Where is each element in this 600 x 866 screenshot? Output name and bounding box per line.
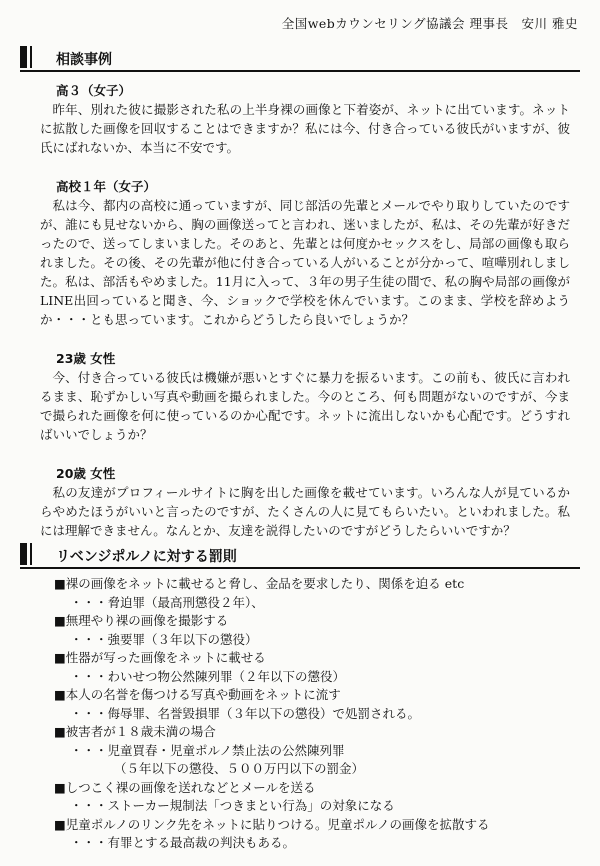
penalty-act: ■本人の名誉を傷つける写真や動画をネットに流す — [54, 687, 341, 702]
penalty-item — [54, 686, 574, 723]
penalties-title: リベンジポルノに対する罰則 — [56, 549, 237, 565]
penalty-law: ・・・わいせつ物公然陳列罪（２年以下の懲役） — [70, 668, 346, 684]
penalty-law: ・・・侮辱罪、名誉毀損罪（３年以下の懲役）で処罰される。 — [70, 705, 421, 721]
penalty-item — [54, 612, 574, 649]
case-title: 20歳 女性 — [56, 466, 116, 481]
penalty-act: ■しつこく裸の画像を送れなどとメールを送る — [54, 779, 316, 795]
penalty-item — [54, 779, 574, 816]
case-item — [40, 82, 570, 157]
consultation-cases — [40, 82, 570, 561]
penalty-item — [54, 816, 574, 853]
penalty-law: ・・・脅迫罪（最高刑懲役２年）、 — [70, 594, 264, 610]
case-body: 昨年、別れた彼に撮影された私の上半身裸の画像と下着姿が、ネットに出ています。ネットに拡散した画像を回収することはできますか？私には今、付き合っている彼氏がいますが、彼氏にばれないか、本当に不安です。 — [40, 102, 570, 155]
penalty-law-detail: （５年以下の懲役、５００万円以下の罰金） — [114, 761, 365, 776]
case-body: 私の友達がプロフィールサイトに胸を出した画像を載せています。いろんな人が見ているからやめたほうがいいと言ったのですが、たくさんの人に見てもらいたい。といわれました。私には理解できません。なんとか、友達を説得したいのですがどうしたらいいですか？ — [40, 485, 570, 538]
penalty-act: ■被害者が１８歳未満の場合 — [54, 724, 216, 739]
heading-bar-thin-icon — [30, 46, 32, 68]
case-title: 高３（女子） — [56, 83, 132, 98]
case-body: 今、付き合っている彼氏は機嫌が悪いとすぐに暴力を振るいます。この前も、彼氏に言われるまま、恥ずかしい写真や動画を撮られました。今のところ、何も問題がないのですが、今まで撮られた画像を何に使っているのか心配です。ネットに流出しないかも心配です。どうすればいいでしょうか？ — [40, 370, 570, 442]
penalty-act: ■性器が写った画像をネットに載せる — [54, 650, 266, 665]
case-title: 高校１年（女子） — [56, 179, 157, 194]
penalty-act: ■裸の画像をネットに載せると脅し、金品を要求したり、関係を迫る etc — [54, 576, 465, 591]
penalty-law: ・・・ストーカー規制法「つきまとい行為」の対象になる — [70, 798, 395, 813]
penalty-item — [54, 649, 574, 686]
penalty-item — [54, 575, 574, 612]
penalty-item — [54, 723, 574, 779]
penalty-law: ・・・児童買春・児童ポルノ禁止法の公然陳列罪 — [70, 742, 345, 758]
case-item — [40, 350, 570, 444]
heading-bar-icon — [20, 543, 27, 565]
penalty-act: ■児童ポルノのリンク先をネットに貼りつける。児童ポルノの画像を拡散する — [54, 816, 490, 832]
penalty-law: ・・・強要罪（３年以下の懲役） — [70, 631, 258, 647]
case-item — [40, 178, 570, 329]
consultation-section-heading — [20, 40, 580, 72]
case-title: 23歳 女性 — [56, 351, 116, 366]
penalty-act: ■無理やり裸の画像を撮影する — [54, 613, 229, 628]
case-item — [40, 465, 570, 540]
consultation-title: 相談事例 — [56, 52, 112, 68]
penalties-list — [54, 575, 574, 853]
case-body: 私は今、都内の高校に通っていますが、同じ部活の先輩とメールでやり取りしていたのですが、誰にも見せないから、胸の画像送ってと言われ、迷いましたが、私は、その先輩が好きだったので、送ってしまいました。そのあと、先輩とは何度かセックスをし、局部の画像も取られました。その後、その先輩が他に付き合っている人がいることが分かって、喧嘩別れしました。私は、部活もやめました。11月に入って、３年の男子生徒の間で、私の胸や局部の画像がLINE出回っていると聞き、今、ショックで学校を休んでいます。このまま、学校を辞めようか・・・とも思っています。これからどうしたら良いでしょうか？ — [40, 198, 570, 327]
heading-bar-icon — [20, 46, 27, 68]
penalties-section-heading — [20, 537, 580, 569]
penalty-law: ・・・有罪とする最高裁の判決もある。 — [70, 835, 296, 850]
author-line: 全国webカウンセリング協議会 理事長 安川 雅史 — [281, 16, 578, 31]
heading-bar-thin-icon — [30, 543, 32, 565]
